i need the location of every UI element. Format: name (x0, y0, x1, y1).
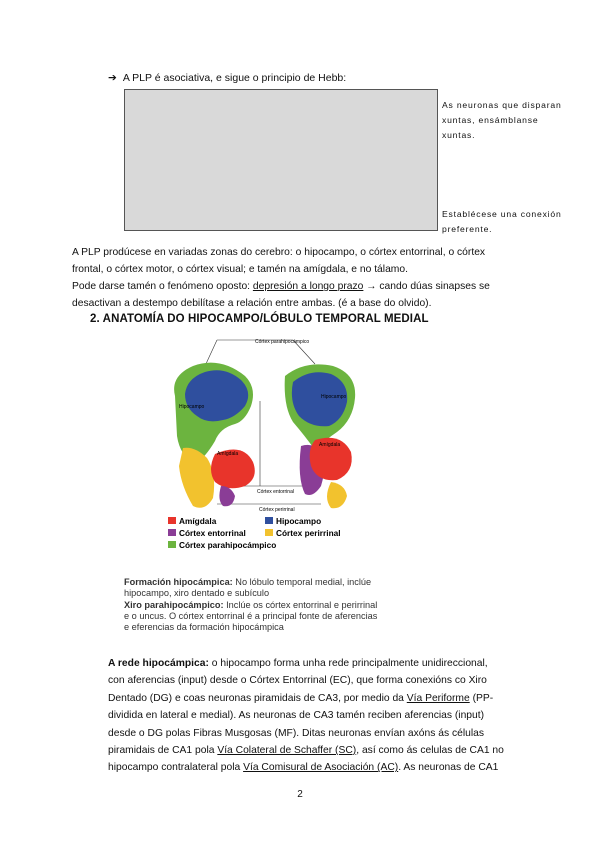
hippocampus-figure (165, 336, 380, 561)
para-line (108, 690, 528, 707)
caption-text: Inclúe os córtex entorrinal e perirrinal e o uncus. O córtex entorrinal é a principal fonte de aferencias e eferencias da formación hipocámpica (124, 599, 378, 633)
para-line: dividida en lateral e medial). As neuronas de CA3 tamén reciben aferencias (input) (108, 710, 485, 722)
figure-legend (168, 516, 341, 550)
legend-swatch (265, 517, 273, 524)
ltd-term: depresión a longo prazo (252, 281, 364, 292)
intro-line-2: frontal, o córtex motor, o córtex visual; e tamén na amígdala, e no tálamo. (72, 264, 408, 275)
intro-line-4: desactivan a destempo debilítase a relación entre ambas. (é a base do olvido). (72, 298, 432, 309)
plp-bullet-text: A PLP é asociativa, e sigue o principio de Hebb: (122, 72, 347, 84)
label-perirhinal: Córtex perirrinal (259, 507, 295, 513)
label-entorhinal: Córtex entorrinal (257, 489, 294, 495)
para-text: . As neuronas de CA1 (398, 762, 499, 774)
caption-text: No lóbulo temporal medial, inclúe hipocampo, xiro dentado e subículo (124, 577, 372, 599)
perirhinal-right (327, 482, 347, 508)
image-placeholder (124, 89, 438, 231)
intro-line-3 (72, 278, 490, 295)
perforant-path-term: Vía Periforme (406, 692, 470, 704)
side-note-connection (442, 207, 562, 237)
label-hippocampus-right: Hipocampo (321, 394, 347, 400)
commissural-term: Vía Comisural de Asociación (AC) (243, 762, 399, 774)
para-text: Dentado (DG) e coas neuronas piramidais de CA3, por medio da (108, 692, 407, 704)
plp-bullet (108, 70, 346, 87)
side-note-line: Establécese una conexión (442, 209, 562, 219)
side-note-hebb (442, 98, 562, 143)
caption-term: Xiro parahipocámpico: (124, 599, 224, 610)
legend-entorhinal: Córtex entorrinal (179, 528, 246, 538)
para-text: hipocampo contralateral pola (108, 762, 244, 774)
para-text: o hipocampo forma unha rede principalmente unidireccional, (208, 658, 488, 669)
legend-perirhinal: Córtex perirrinal (276, 528, 341, 538)
para-line: con aferencias (input) desde o Córtex Entorrinal (EC), que forma conexións co Xiro (108, 675, 487, 687)
page-number: 2 (297, 789, 303, 800)
para-text: piramidais de CA1 pola (108, 745, 218, 757)
legend-swatch (168, 541, 176, 548)
para-text: , así como ás celulas de CA1 no (356, 745, 504, 757)
entorhinal-left (219, 486, 235, 506)
label-parahippocampal: Córtex parahipocámpico (255, 339, 310, 345)
legend-swatch (168, 529, 176, 536)
side-note-line: xuntas, ensámblanse (442, 115, 539, 125)
intro-line-1: A PLP prodúcese en variadas zonas do cerebro: o hipocampo, o córtex entorrinal, o córtex (72, 247, 486, 258)
legend-swatch (168, 517, 176, 524)
legend-amygdala: Amígdala (179, 516, 217, 526)
para-line (108, 759, 528, 776)
schaffer-term: Vía Colateral de Schaffer (SC) (217, 745, 357, 757)
side-note-line: preferente. (442, 224, 493, 234)
label-hippocampus-left: Hipocampo (179, 404, 205, 410)
para-line (108, 655, 528, 672)
label-amygdala-right: Amígdala (319, 442, 341, 448)
para-line: desde o DG polas Fibras Musgosas (MF). Ditas neuronas envían axóns ás células (108, 727, 485, 739)
perirhinal-left (179, 448, 214, 508)
side-note-line: As neuronas que disparan (442, 100, 562, 110)
arrow-right-icon: ➔ (108, 72, 117, 84)
caption-term: Formación hipocámpica: (124, 577, 233, 587)
para-text: (PP- (469, 692, 494, 704)
side-note-line: xuntas. (442, 130, 476, 140)
intro-text: → cando dúas sinapses se (363, 281, 490, 292)
section-heading: 2. ANATOMÍA DO HIPOCAMPO/LÓBULO TEMPORAL MEDIAL (90, 313, 429, 325)
para-line (108, 742, 528, 759)
hippocampal-network-paragraph (108, 655, 528, 777)
legend-swatch (265, 529, 273, 536)
label-amygdala-left: Amígdala (217, 451, 239, 457)
intro-text: Pode darse tamén o fenómeno oposto: (72, 281, 253, 292)
legend-hippocampus: Hipocampo (276, 516, 322, 526)
para-term: A rede hipocámpica: (108, 658, 209, 669)
leader-line (205, 340, 217, 366)
legend-parahippocampal: Córtex parahipocámpico (179, 540, 277, 550)
figure-caption (124, 577, 384, 633)
